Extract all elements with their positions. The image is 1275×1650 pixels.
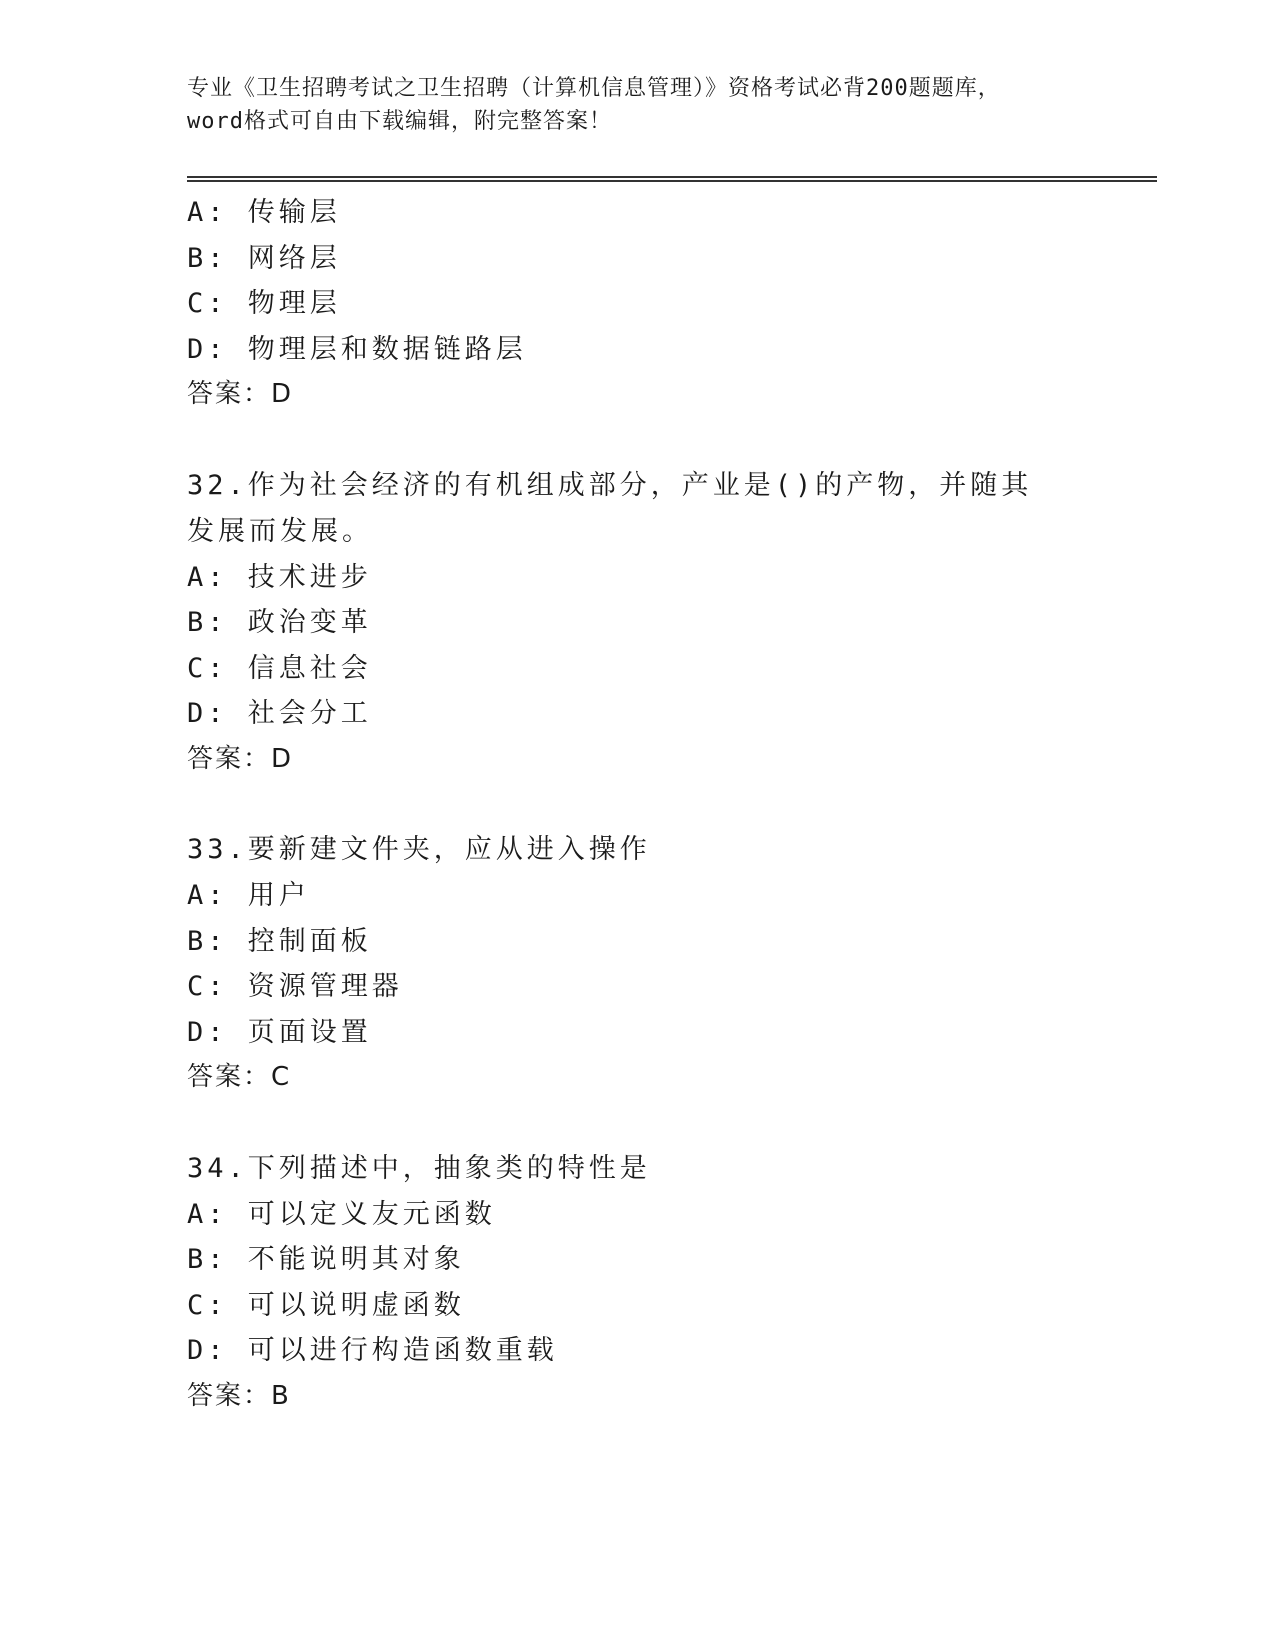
header-line-1: 专业《卫生招聘考试之卫生招聘（计算机信息管理）》资格考试必背200题题库， <box>187 76 1001 101</box>
option-b: B: 网络层 <box>187 242 341 274</box>
option-b: B: 不能说明其对象 <box>187 1244 465 1275</box>
answer: 答案：D <box>187 379 294 409</box>
option-a: A: 可以定义友元函数 <box>187 1198 496 1230</box>
option-d: D: 页面设置 <box>187 1016 372 1048</box>
answer: 答案：C <box>187 1062 292 1092</box>
spacer <box>187 1101 1087 1146</box>
document-header <box>187 72 1087 138</box>
question-list <box>187 190 1087 1419</box>
question-33 <box>187 827 1087 1101</box>
header-divider <box>187 176 1157 182</box>
option-c: C: 物理层 <box>187 288 341 319</box>
question-34 <box>187 1146 1087 1420</box>
option-c: C: 信息社会 <box>187 652 372 684</box>
question-stem: 33.要新建文件夹，应从进入操作 <box>187 834 651 865</box>
question-stem: 32.作为社会经济的有机组成部分，产业是()的产物，并随其发展而发展。 <box>187 469 1033 547</box>
option-a: A: 传输层 <box>187 197 341 228</box>
question-stem: 34.下列描述中，抽象类的特性是 <box>187 1152 651 1184</box>
question-32 <box>187 463 1087 783</box>
header-line-2: word格式可自由下载编辑，附完整答案！ <box>187 109 612 134</box>
option-d: D: 社会分工 <box>187 698 372 729</box>
option-a: A: 技术进步 <box>187 561 372 593</box>
question-31 <box>187 190 1087 418</box>
answer: 答案：B <box>187 1380 291 1411</box>
answer: 答案：D <box>187 743 294 774</box>
option-d: D: 物理层和数据链路层 <box>187 333 527 365</box>
spacer <box>187 418 1087 463</box>
option-c: C: 资源管理器 <box>187 971 403 1002</box>
option-d: D: 可以进行构造函数重载 <box>187 1335 558 1366</box>
option-b: B: 政治变革 <box>187 607 372 638</box>
option-b: B: 控制面板 <box>187 925 372 957</box>
spacer <box>187 782 1087 827</box>
option-c: C: 可以说明虚函数 <box>187 1289 465 1321</box>
option-a: A: 用户 <box>187 880 310 911</box>
